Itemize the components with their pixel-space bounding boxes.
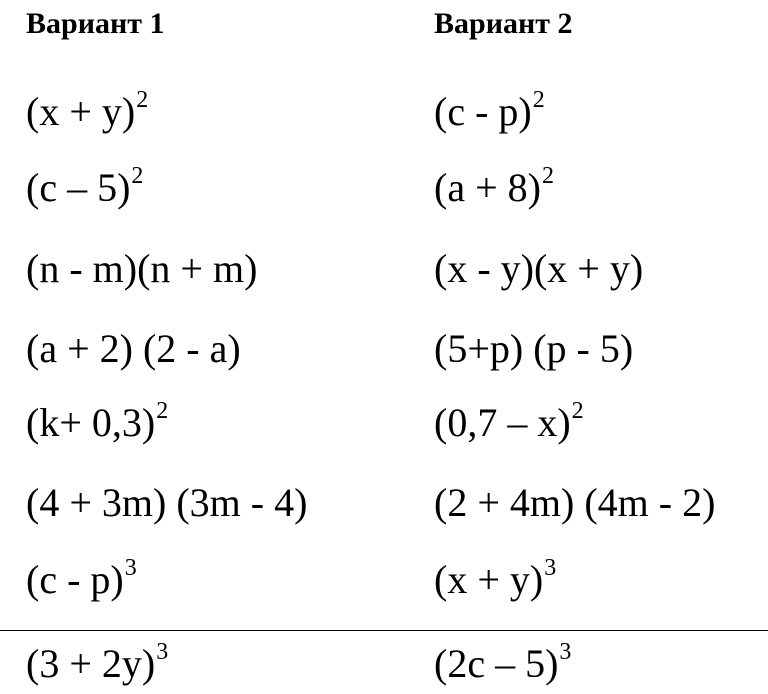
variant-2-expression [434,247,644,297]
expression-exponent: 3 [124,555,137,581]
variant-1-expression [26,247,258,297]
variant-2-expression [434,398,584,451]
variant-1-expression [26,398,169,451]
variant-1-title: Вариант 1 [26,7,165,40]
expression-base: (2c – 5) [434,641,559,686]
variant-1-expression [26,87,149,140]
expression-base: (5+p) (p - 5) [434,326,634,371]
variant-2-expression [434,639,572,692]
expression-exponent: 2 [571,398,584,424]
expression-base: (x - y)(x + y) [434,246,644,291]
variant-2-expression [434,327,634,377]
expression-base: (c - p) [434,89,532,134]
expression-base: (2 + 4m) (4m - 2) [434,480,716,525]
variant-1-expression [26,639,169,692]
variant-1-expression [26,481,308,531]
variant-1-expression [26,327,242,377]
expression-exponent: 2 [136,87,149,113]
expression-exponent: 3 [156,639,169,665]
variant-2-expression [434,555,557,608]
variant-2-expression [434,481,716,531]
variant-1-expression [26,163,144,216]
expression-base: (c – 5) [26,165,131,210]
expression-base: (a + 2) (2 - a) [26,326,241,371]
expression-exponent: 3 [559,639,572,665]
expression-base: (n - m)(n + m) [26,246,258,291]
expression-base: (x + y) [434,557,544,602]
expression-base: (c - p) [26,557,124,602]
expression-base: (3 + 2y) [26,641,156,686]
expression-base: (4 + 3m) (3m - 4) [26,480,308,525]
expression-base: (x + y) [26,89,136,134]
expression-base: (0,7 – x) [434,400,571,445]
row-divider [0,630,768,631]
variant-2-expression [434,87,545,140]
expression-exponent: 2 [156,398,169,424]
variant-2-expression [434,163,554,216]
expression-exponent: 2 [541,163,554,189]
expression-base: (k+ 0,3) [26,400,156,445]
variant-1-expression [26,555,137,608]
expression-exponent: 2 [131,163,144,189]
expression-exponent: 3 [544,555,557,581]
expression-base: (a + 8) [434,165,541,210]
expression-exponent: 2 [532,87,545,113]
variant-2-title: Вариант 2 [434,7,573,40]
